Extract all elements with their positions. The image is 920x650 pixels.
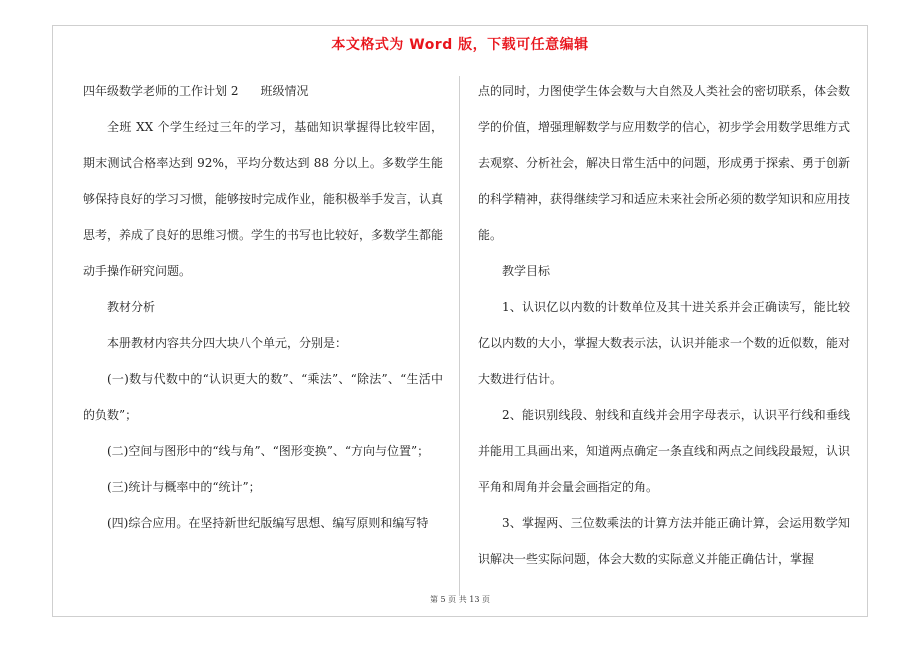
paragraph-unit-comprehensive: (四)综合应用。在坚持新世纪版编写思想、编写原则和编写特 (107, 516, 429, 530)
column-divider (459, 76, 460, 596)
paragraph-textbook-overview: 本册教材内容共分四大块八个单元，分别是： (107, 336, 348, 350)
paragraph-unit-numbers-algebra: (一)数与代数中的“认识更大的数”、“乘法”、“除法”、“生活中的负数”； (83, 372, 443, 422)
left-column (83, 73, 443, 541)
paragraph-goal-1: 1、认识亿以内数的计数单位及其十进关系并会正确读写，能比较亿以内数的大小，掌握大数表示法，认识并能求一个数的近似数，能对大数进行估计。 (478, 300, 851, 386)
paragraph-continuation: 点的同时，力图使学生体会数与大自然及人类社会的密切联系，体会数学的价值，增强理解数学与应用数学的信心，初步学会用数学思维方式去观察、分析社会，解决日常生活中的问题，形成勇于探索、勇于创新的科学精神，获得继续学习和适应未来社会所必须的数学知识和应用技能。 (478, 84, 851, 242)
paragraph-goal-2: 2、能识别线段、射线和直线并会用字母表示，认识平行线和垂线并能用工具画出来，知道两点确定一条直线和两点之间线段最短，认识平角和周角并会量会画指定的角。 (478, 408, 851, 494)
paragraph-goal-3: 3、掌握两、三位数乘法的计算方法并能正确计算，会运用数学知识解决一些实际问题，体会大数的实际意义并能正确估计，掌握 (478, 516, 850, 566)
document-title-line (83, 73, 443, 109)
word-format-banner: 本文格式为 Word 版，下载可任意编辑 (331, 37, 589, 53)
paragraph-unit-statistics: (三)统计与概率中的“统计”； (107, 480, 261, 494)
document-title: 四年级数学老师的工作计划 2 (83, 84, 239, 98)
paragraph-unit-space-geometry: (二)空间与图形中的“线与角”、“图形变换”、“方向与位置”； (107, 444, 430, 458)
section-heading-textbook-analysis: 教材分析 (107, 300, 156, 314)
page-number-footer: 第 5 页 共 13 页 (430, 595, 490, 604)
paragraph-class-status: 全班 XX 个学生经过三年的学习，基础知识掌握得比较牢固，期末测试合格率达到 92%，平均分数达到 88 分以上。多数学生能够保持良好的学习习惯，能够按时完成作业，能积极举手发言，认真思考，养成了良好的思维习惯。学生的书写也比较好，多数学生都能动手操作研究问题。 (83, 120, 444, 278)
section-heading-teaching-goals: 教学目标 (502, 264, 551, 278)
section-heading-class-status: 班级情况 (260, 84, 309, 98)
right-column (478, 73, 850, 577)
